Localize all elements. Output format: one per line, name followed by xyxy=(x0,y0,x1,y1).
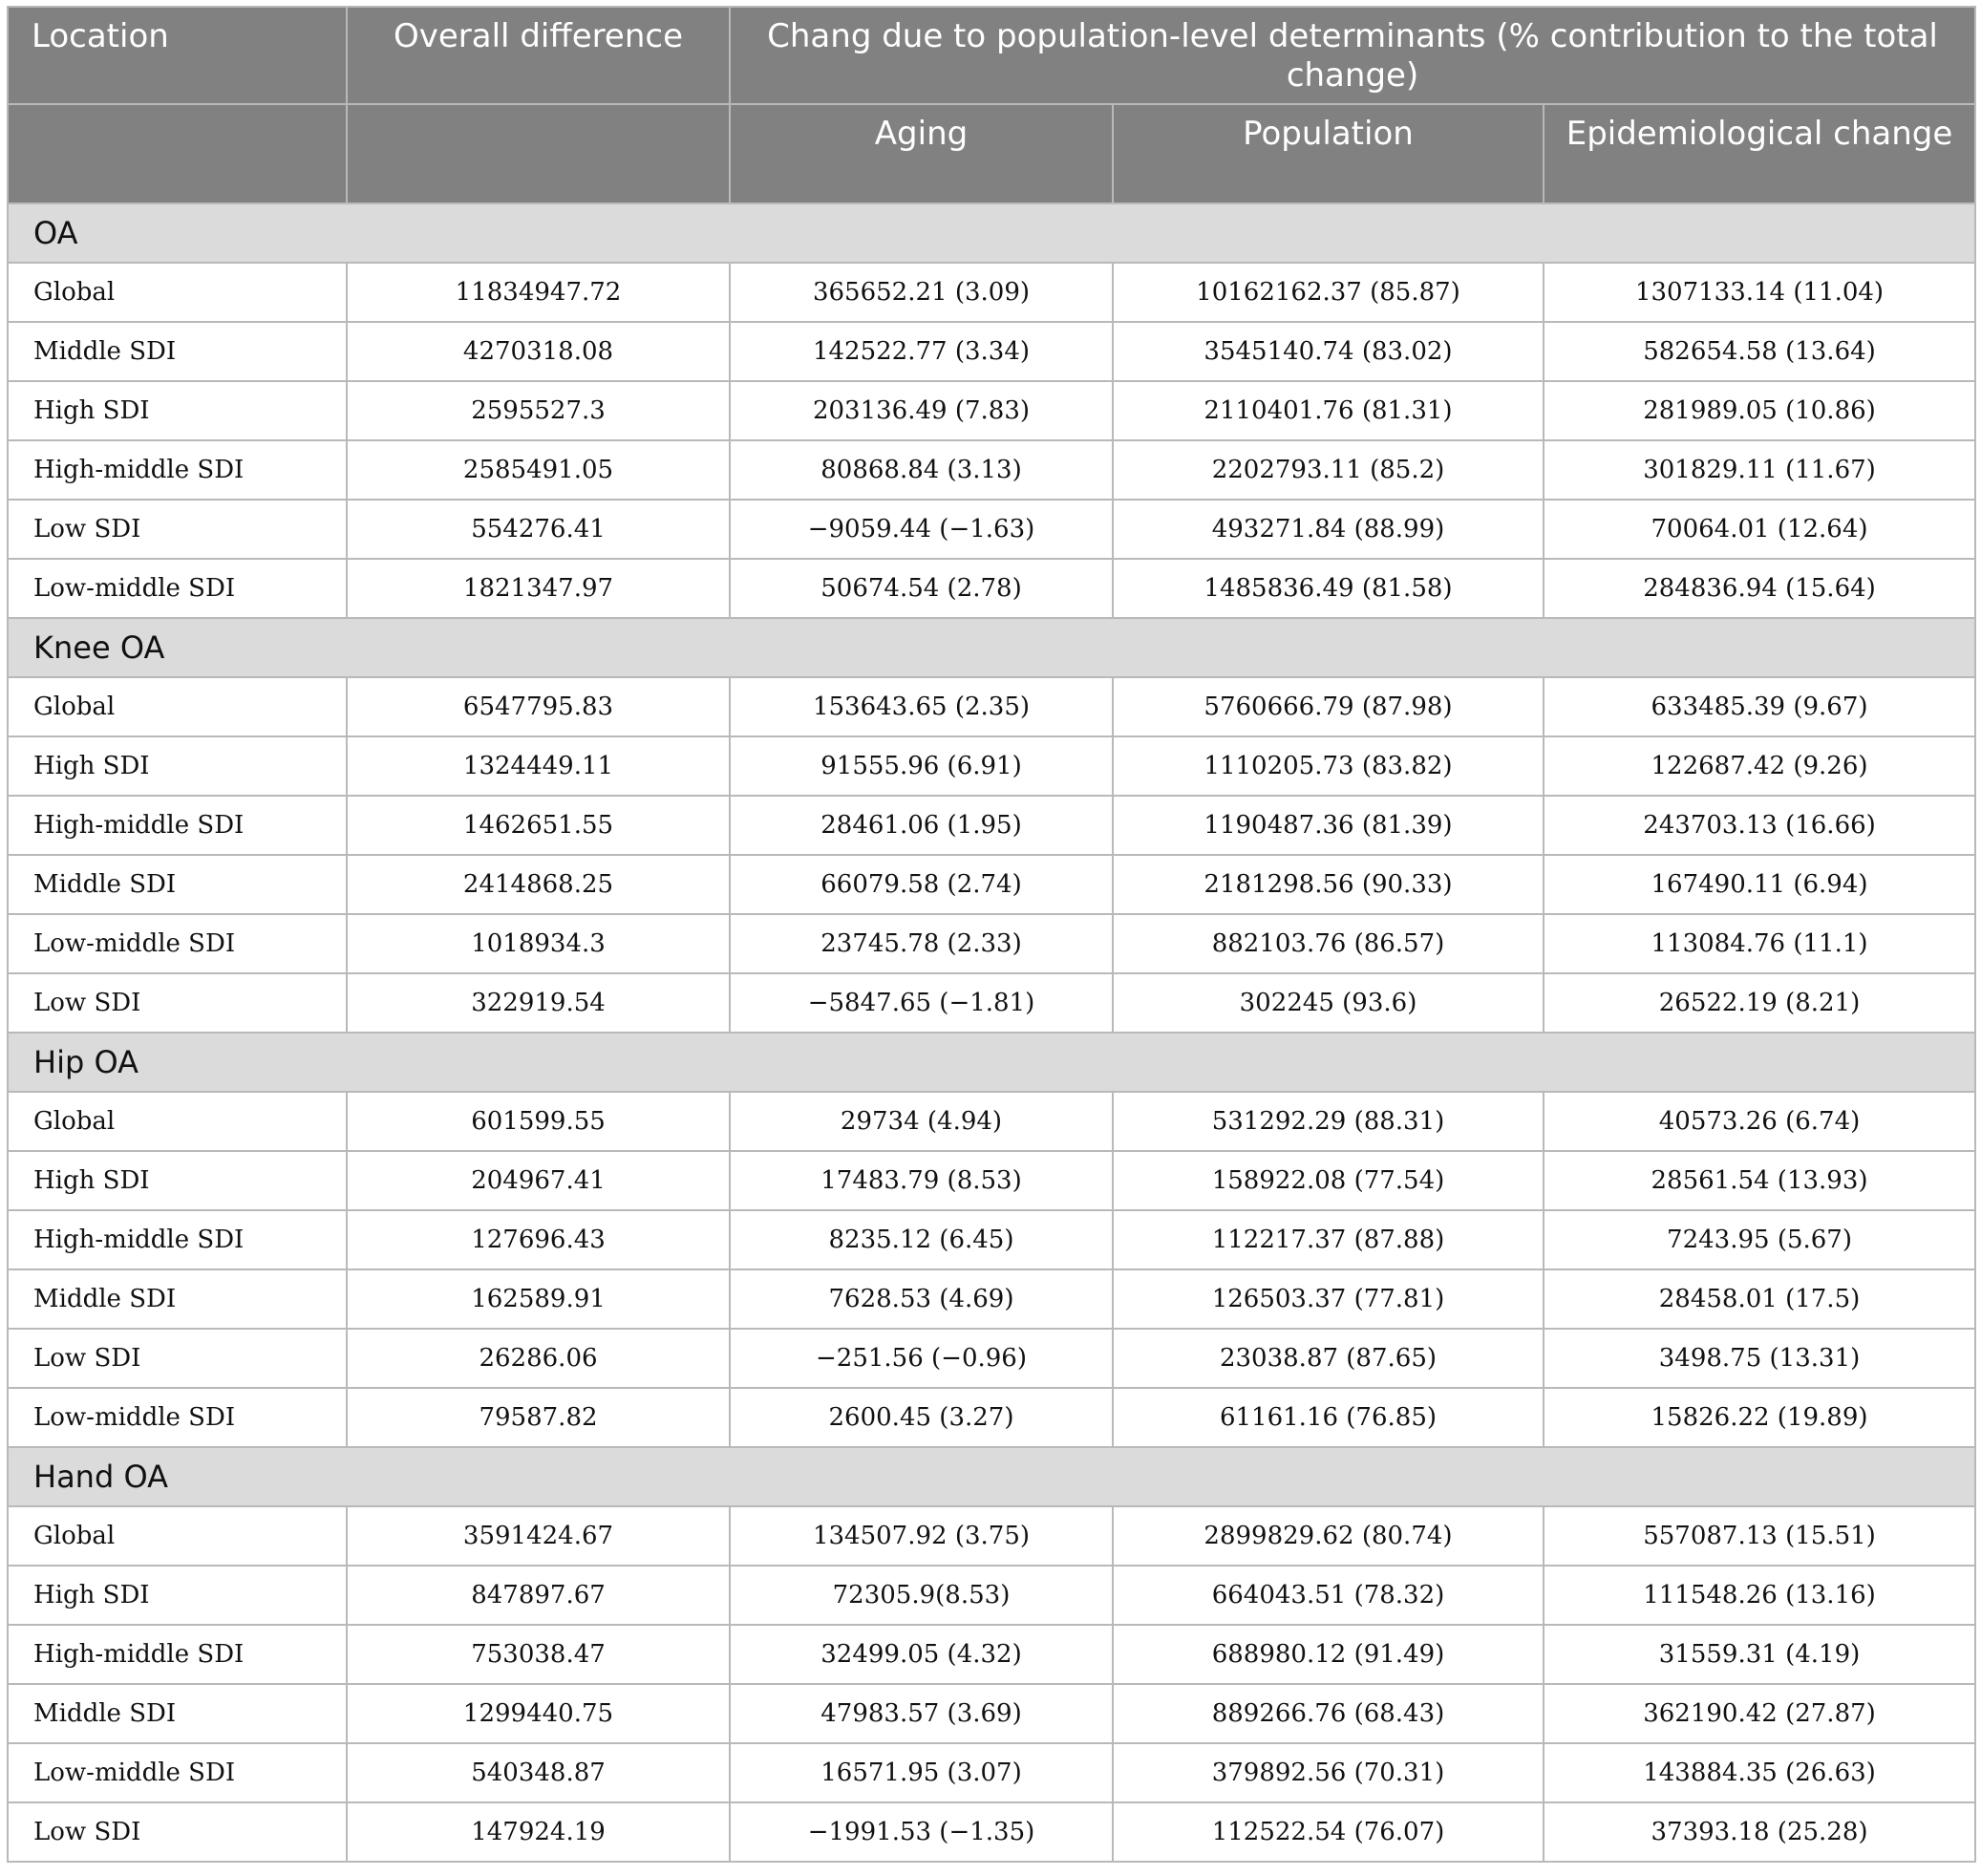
location-cell: Middle SDI xyxy=(8,1269,347,1329)
overall-difference-cell: 2595527.3 xyxy=(347,381,730,440)
population-cell: 889266.76 (68.43) xyxy=(1113,1684,1544,1743)
location-cell: Middle SDI xyxy=(8,855,347,914)
table-row xyxy=(8,500,1975,559)
population-cell: 126503.37 (77.81) xyxy=(1113,1269,1544,1329)
table-row xyxy=(8,1151,1975,1210)
decomposition-table-container xyxy=(7,6,1974,1863)
table-row xyxy=(8,1329,1975,1388)
aging-cell: 28461.06 (1.95) xyxy=(730,796,1113,855)
location-cell: Low SDI xyxy=(8,500,347,559)
location-cell: High SDI xyxy=(8,736,347,796)
location-cell: Low-middle SDI xyxy=(8,1743,347,1802)
location-cell: Global xyxy=(8,1506,347,1566)
aging-cell: 2600.45 (3.27) xyxy=(730,1388,1113,1447)
location-cell: Low SDI xyxy=(8,1802,347,1862)
location-cell: Middle SDI xyxy=(8,322,347,381)
epidemiological-change-cell: 3498.75 (13.31) xyxy=(1544,1329,1975,1388)
aging-cell: 50674.54 (2.78) xyxy=(730,559,1113,618)
aging-cell: 203136.49 (7.83) xyxy=(730,381,1113,440)
population-cell: 302245 (93.6) xyxy=(1113,973,1544,1033)
population-cell: 112522.54 (76.07) xyxy=(1113,1802,1544,1862)
table-row xyxy=(8,1210,1975,1269)
table-row xyxy=(8,1802,1975,1862)
epidemiological-change-cell: 15826.22 (19.89) xyxy=(1544,1388,1975,1447)
section-title: Hip OA xyxy=(8,1033,1975,1092)
population-cell: 882103.76 (86.57) xyxy=(1113,914,1544,973)
overall-difference-cell: 753038.47 xyxy=(347,1625,730,1684)
section-row xyxy=(8,1033,1975,1092)
table-row xyxy=(8,914,1975,973)
section-row xyxy=(8,618,1975,677)
epidemiological-change-cell: 70064.01 (12.64) xyxy=(1544,500,1975,559)
population-cell: 688980.12 (91.49) xyxy=(1113,1625,1544,1684)
location-cell: Low-middle SDI xyxy=(8,559,347,618)
table-row xyxy=(8,677,1975,736)
population-cell: 61161.16 (76.85) xyxy=(1113,1388,1544,1447)
epidemiological-change-cell: 40573.26 (6.74) xyxy=(1544,1092,1975,1151)
population-cell: 531292.29 (88.31) xyxy=(1113,1092,1544,1151)
epidemiological-change-cell: 113084.76 (11.1) xyxy=(1544,914,1975,973)
epidemiological-change-cell: 26522.19 (8.21) xyxy=(1544,973,1975,1033)
aging-cell: 32499.05 (4.32) xyxy=(730,1625,1113,1684)
location-cell: High SDI xyxy=(8,1566,347,1625)
table-row xyxy=(8,736,1975,796)
header-empty-location xyxy=(8,104,347,203)
location-cell: High SDI xyxy=(8,381,347,440)
overall-difference-cell: 601599.55 xyxy=(347,1092,730,1151)
overall-difference-cell: 1821347.97 xyxy=(347,559,730,618)
epidemiological-change-cell: 111548.26 (13.16) xyxy=(1544,1566,1975,1625)
location-cell: Low SDI xyxy=(8,973,347,1033)
aging-cell: −1991.53 (−1.35) xyxy=(730,1802,1113,1862)
overall-difference-cell: 127696.43 xyxy=(347,1210,730,1269)
epidemiological-change-cell: 557087.13 (15.51) xyxy=(1544,1506,1975,1566)
epidemiological-change-cell: 122687.42 (9.26) xyxy=(1544,736,1975,796)
aging-cell: 80868.84 (3.13) xyxy=(730,440,1113,500)
table-row xyxy=(8,263,1975,322)
table-row xyxy=(8,440,1975,500)
location-cell: Global xyxy=(8,677,347,736)
aging-cell: 16571.95 (3.07) xyxy=(730,1743,1113,1802)
overall-difference-cell: 162589.91 xyxy=(347,1269,730,1329)
overall-difference-cell: 79587.82 xyxy=(347,1388,730,1447)
epidemiological-change-cell: 37393.18 (25.28) xyxy=(1544,1802,1975,1862)
header-epidemiological-change: Epidemiological change xyxy=(1544,104,1975,203)
overall-difference-cell: 540348.87 xyxy=(347,1743,730,1802)
epidemiological-change-cell: 167490.11 (6.94) xyxy=(1544,855,1975,914)
epidemiological-change-cell: 243703.13 (16.66) xyxy=(1544,796,1975,855)
table-row xyxy=(8,1625,1975,1684)
overall-difference-cell: 554276.41 xyxy=(347,500,730,559)
aging-cell: −9059.44 (−1.63) xyxy=(730,500,1113,559)
location-cell: High-middle SDI xyxy=(8,1210,347,1269)
location-cell: Middle SDI xyxy=(8,1684,347,1743)
epidemiological-change-cell: 633485.39 (9.67) xyxy=(1544,677,1975,736)
overall-difference-cell: 4270318.08 xyxy=(347,322,730,381)
table-header xyxy=(8,7,1975,203)
population-cell: 2899829.62 (80.74) xyxy=(1113,1506,1544,1566)
population-cell: 1190487.36 (81.39) xyxy=(1113,796,1544,855)
table-row xyxy=(8,796,1975,855)
header-population: Population xyxy=(1113,104,1544,203)
location-cell: Low-middle SDI xyxy=(8,914,347,973)
epidemiological-change-cell: 582654.58 (13.64) xyxy=(1544,322,1975,381)
overall-difference-cell: 2414868.25 xyxy=(347,855,730,914)
table-row xyxy=(8,1684,1975,1743)
header-location: Location xyxy=(8,7,347,104)
header-row-2 xyxy=(8,104,1975,203)
table-row xyxy=(8,1092,1975,1151)
section-title: Hand OA xyxy=(8,1447,1975,1506)
epidemiological-change-cell: 28458.01 (17.5) xyxy=(1544,1269,1975,1329)
aging-cell: 7628.53 (4.69) xyxy=(730,1269,1113,1329)
table-row xyxy=(8,1566,1975,1625)
table-row xyxy=(8,381,1975,440)
population-cell: 10162162.37 (85.87) xyxy=(1113,263,1544,322)
epidemiological-change-cell: 281989.05 (10.86) xyxy=(1544,381,1975,440)
epidemiological-change-cell: 284836.94 (15.64) xyxy=(1544,559,1975,618)
table-row xyxy=(8,322,1975,381)
section-title: OA xyxy=(8,203,1975,263)
aging-cell: 134507.92 (3.75) xyxy=(730,1506,1113,1566)
aging-cell: 153643.65 (2.35) xyxy=(730,677,1113,736)
header-aging: Aging xyxy=(730,104,1113,203)
epidemiological-change-cell: 28561.54 (13.93) xyxy=(1544,1151,1975,1210)
overall-difference-cell: 26286.06 xyxy=(347,1329,730,1388)
section-row xyxy=(8,1447,1975,1506)
location-cell: Global xyxy=(8,1092,347,1151)
population-cell: 112217.37 (87.88) xyxy=(1113,1210,1544,1269)
aging-cell: 29734 (4.94) xyxy=(730,1092,1113,1151)
overall-difference-cell: 6547795.83 xyxy=(347,677,730,736)
population-cell: 158922.08 (77.54) xyxy=(1113,1151,1544,1210)
overall-difference-cell: 3591424.67 xyxy=(347,1506,730,1566)
location-cell: High-middle SDI xyxy=(8,796,347,855)
table-row xyxy=(8,559,1975,618)
aging-cell: 91555.96 (6.91) xyxy=(730,736,1113,796)
header-determinants-group: Chang due to population-level determinants (% contribution to the total change) xyxy=(730,7,1975,104)
aging-cell: 8235.12 (6.45) xyxy=(730,1210,1113,1269)
epidemiological-change-cell: 143884.35 (26.63) xyxy=(1544,1743,1975,1802)
location-cell: Low SDI xyxy=(8,1329,347,1388)
overall-difference-cell: 11834947.72 xyxy=(347,263,730,322)
population-cell: 1485836.49 (81.58) xyxy=(1113,559,1544,618)
header-empty-overall xyxy=(347,104,730,203)
location-cell: Low-middle SDI xyxy=(8,1388,347,1447)
aging-cell: −251.56 (−0.96) xyxy=(730,1329,1113,1388)
epidemiological-change-cell: 362190.42 (27.87) xyxy=(1544,1684,1975,1743)
table-row xyxy=(8,1506,1975,1566)
overall-difference-cell: 322919.54 xyxy=(347,973,730,1033)
aging-cell: 72305.9(8.53) xyxy=(730,1566,1113,1625)
header-row-1 xyxy=(8,7,1975,104)
table-row xyxy=(8,1743,1975,1802)
overall-difference-cell: 204967.41 xyxy=(347,1151,730,1210)
decomposition-table xyxy=(7,6,1976,1863)
population-cell: 23038.87 (87.65) xyxy=(1113,1329,1544,1388)
table-row xyxy=(8,1269,1975,1329)
population-cell: 2110401.76 (81.31) xyxy=(1113,381,1544,440)
table-body xyxy=(8,203,1975,1862)
overall-difference-cell: 147924.19 xyxy=(347,1802,730,1862)
population-cell: 5760666.79 (87.98) xyxy=(1113,677,1544,736)
overall-difference-cell: 847897.67 xyxy=(347,1566,730,1625)
aging-cell: −5847.65 (−1.81) xyxy=(730,973,1113,1033)
location-cell: High-middle SDI xyxy=(8,440,347,500)
section-row xyxy=(8,203,1975,263)
location-cell: Global xyxy=(8,263,347,322)
aging-cell: 365652.21 (3.09) xyxy=(730,263,1113,322)
aging-cell: 17483.79 (8.53) xyxy=(730,1151,1113,1210)
aging-cell: 66079.58 (2.74) xyxy=(730,855,1113,914)
section-title: Knee OA xyxy=(8,618,1975,677)
header-overall-difference: Overall difference xyxy=(347,7,730,104)
population-cell: 493271.84 (88.99) xyxy=(1113,500,1544,559)
table-row xyxy=(8,973,1975,1033)
location-cell: High SDI xyxy=(8,1151,347,1210)
table-row xyxy=(8,1388,1975,1447)
aging-cell: 47983.57 (3.69) xyxy=(730,1684,1113,1743)
population-cell: 1110205.73 (83.82) xyxy=(1113,736,1544,796)
overall-difference-cell: 1299440.75 xyxy=(347,1684,730,1743)
overall-difference-cell: 1018934.3 xyxy=(347,914,730,973)
table-row xyxy=(8,855,1975,914)
epidemiological-change-cell: 31559.31 (4.19) xyxy=(1544,1625,1975,1684)
population-cell: 2202793.11 (85.2) xyxy=(1113,440,1544,500)
population-cell: 664043.51 (78.32) xyxy=(1113,1566,1544,1625)
population-cell: 3545140.74 (83.02) xyxy=(1113,322,1544,381)
population-cell: 2181298.56 (90.33) xyxy=(1113,855,1544,914)
aging-cell: 23745.78 (2.33) xyxy=(730,914,1113,973)
epidemiological-change-cell: 7243.95 (5.67) xyxy=(1544,1210,1975,1269)
epidemiological-change-cell: 301829.11 (11.67) xyxy=(1544,440,1975,500)
overall-difference-cell: 2585491.05 xyxy=(347,440,730,500)
location-cell: High-middle SDI xyxy=(8,1625,347,1684)
overall-difference-cell: 1324449.11 xyxy=(347,736,730,796)
overall-difference-cell: 1462651.55 xyxy=(347,796,730,855)
epidemiological-change-cell: 1307133.14 (11.04) xyxy=(1544,263,1975,322)
population-cell: 379892.56 (70.31) xyxy=(1113,1743,1544,1802)
aging-cell: 142522.77 (3.34) xyxy=(730,322,1113,381)
